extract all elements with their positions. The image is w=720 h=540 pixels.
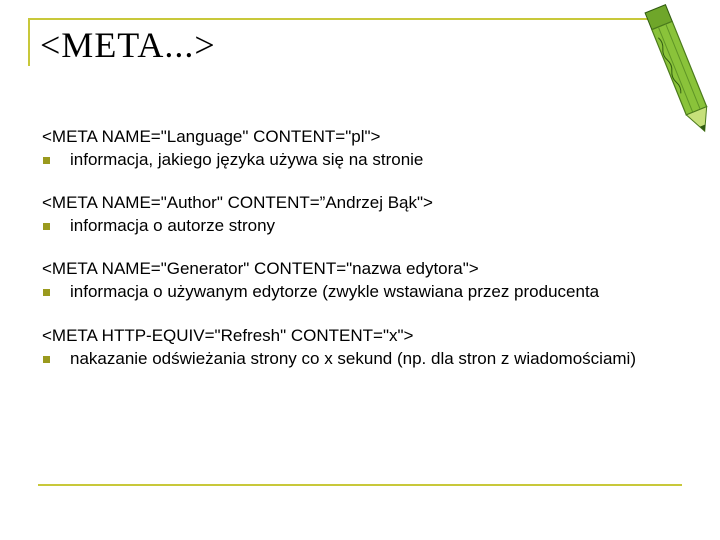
bullet-text: informacja o używanym edytorze (zwykle wstawiana przez producenta — [70, 282, 600, 301]
square-bullet-icon — [43, 356, 50, 363]
meta-heading: <META HTTP-EQUIV="Refresh" CONTENT="x"> — [42, 326, 414, 345]
slide-title: <META...> — [40, 25, 216, 65]
meta-item-author — [42, 192, 642, 236]
bullet-item — [42, 281, 642, 302]
bullet-item — [42, 348, 642, 369]
bullet-text: informacja o autorze strony — [70, 216, 276, 235]
bullet-text: informacja, jakiego języka używa się na stronie — [70, 150, 424, 169]
title-top-rule — [28, 18, 653, 20]
meta-item-refresh — [42, 325, 642, 369]
bullet-item — [42, 215, 642, 236]
meta-heading: <META NAME="Generator" CONTENT="nazwa edytora"> — [42, 259, 479, 278]
bullet-text: nakazanie odświeżania strony co x sekund (np. dla stron z wiadomościami) — [70, 349, 636, 368]
pencil-icon — [640, 0, 720, 140]
title-left-rule — [28, 18, 30, 66]
slide-content — [42, 126, 642, 391]
meta-heading: <META NAME="Language" CONTENT="pl"> — [42, 127, 381, 146]
meta-heading: <META NAME="Author" CONTENT=”Andrzej Bąk"> — [42, 193, 433, 212]
square-bullet-icon — [43, 289, 50, 296]
bottom-rule — [38, 484, 682, 486]
meta-item-language — [42, 126, 642, 170]
bullet-item — [42, 149, 642, 170]
meta-item-generator — [42, 258, 642, 302]
square-bullet-icon — [43, 157, 50, 164]
square-bullet-icon — [43, 223, 50, 230]
